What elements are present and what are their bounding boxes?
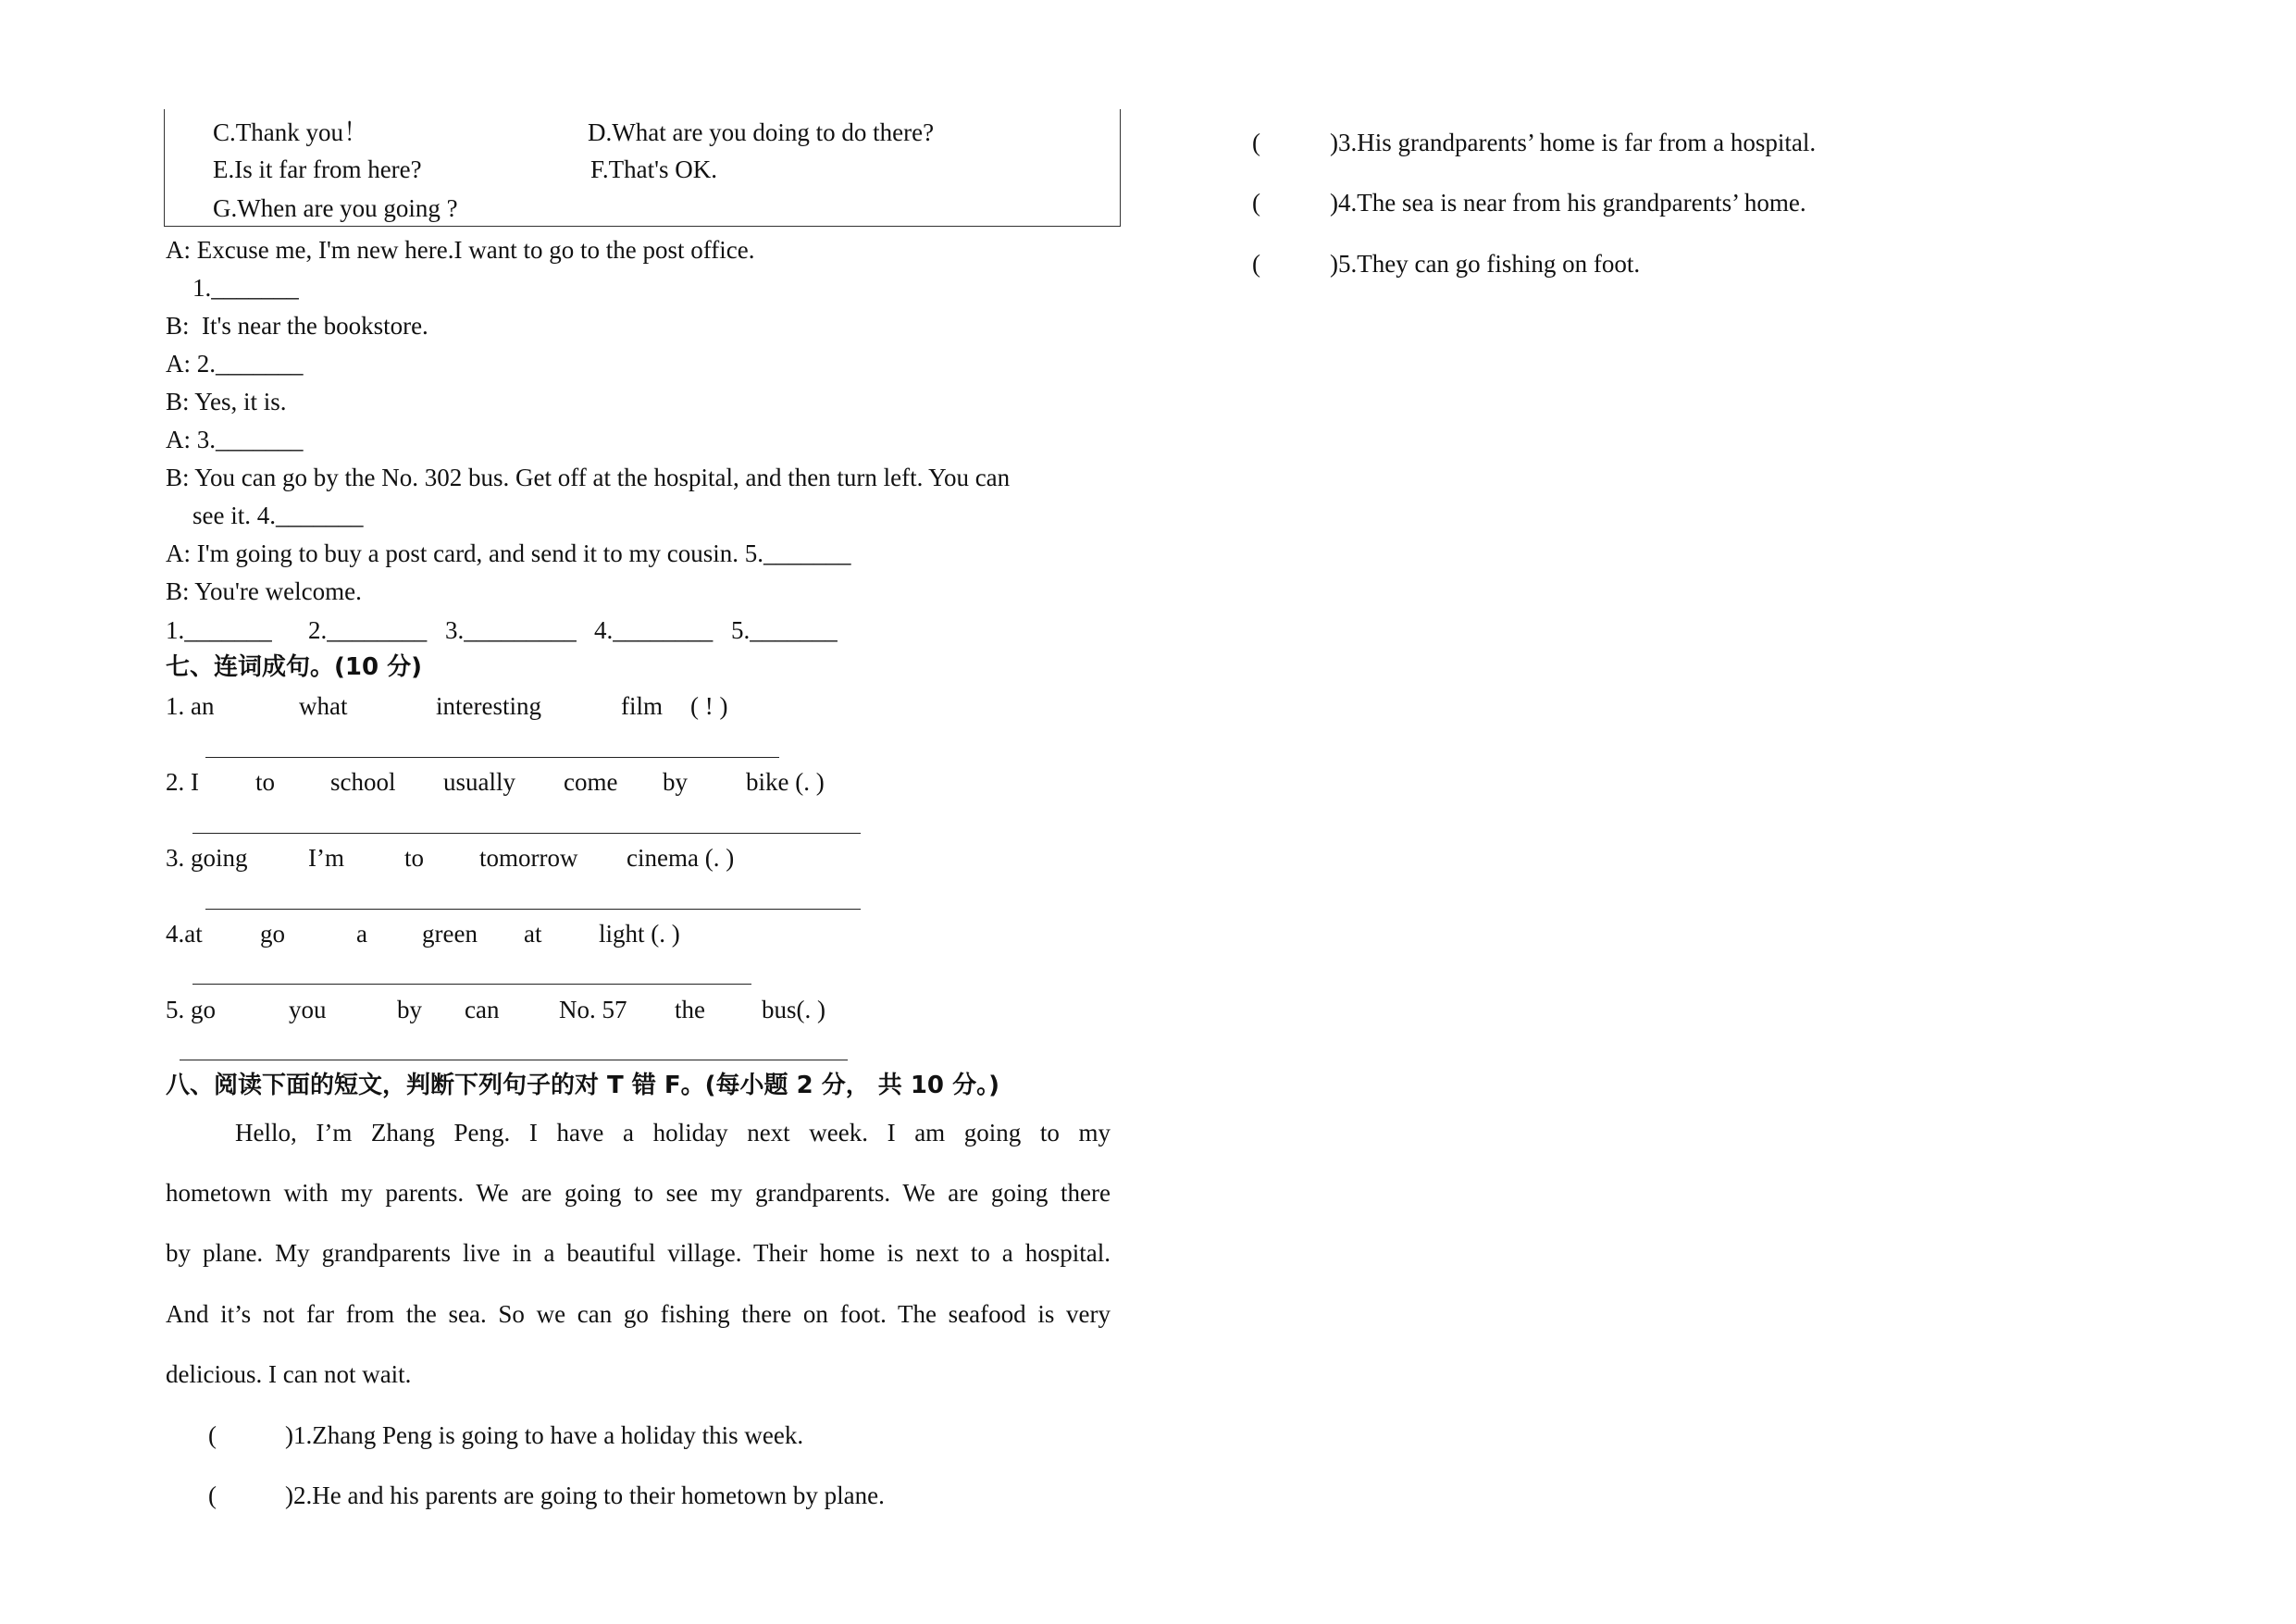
q1-word: ( ! ): [690, 692, 728, 720]
judgement-text: )4.The sea is near from his grandparents’ home.: [1330, 189, 1806, 217]
judgement-paren: (: [1252, 250, 1260, 278]
judgement-text: )1.Zhang Peng is going to have a holiday this week.: [285, 1421, 804, 1449]
answer-line: [192, 833, 861, 834]
judgement-text: )5.They can go fishing on foot.: [1330, 250, 1641, 278]
passage-line: delicious. I can not wait.: [166, 1360, 412, 1388]
option-f: F.That's OK.: [590, 155, 717, 183]
dialogue-line: B: You're welcome.: [166, 577, 362, 605]
dialogue-line: A: 2._______: [166, 350, 304, 378]
answer-blank: 4.________: [594, 616, 714, 644]
judgement-paren: (: [208, 1421, 217, 1449]
q5-word: you: [289, 996, 327, 1023]
passage-line: hometown with my parents. We are going to see my grandparents. We are going there: [166, 1179, 1111, 1207]
section8-title: 八、阅读下面的短文，判断下列句子的对 T 错 F。(每小题 2 分， 共 10 分。): [166, 1072, 999, 1099]
passage-line: Hello, I’m Zhang Peng. I have a holiday next week. I am going to my: [235, 1119, 1111, 1147]
q4-word: at: [524, 920, 542, 948]
judgement-text: )3.His grandparents’ home is far from a hospital.: [1330, 129, 1817, 156]
q2-word: usually: [443, 768, 515, 796]
judgement-text: )2.He and his parents are going to their hometown by plane.: [285, 1481, 885, 1509]
option-e: E.Is it far from here?: [213, 155, 422, 183]
answer-blank: 3._________: [445, 616, 577, 644]
answer-blank: 5._______: [731, 616, 838, 644]
dialogue-line: A: 3._______: [166, 426, 304, 453]
option-g: G.When are you going ?: [213, 194, 458, 222]
q2-word: to: [255, 768, 276, 796]
passage-line: by plane. My grandparents live in a beautiful village. Their home is next to a hospital.: [166, 1239, 1111, 1267]
answer-line: [192, 984, 751, 985]
q1-word: interesting: [436, 692, 541, 720]
answer-blank: 1._______: [166, 616, 272, 644]
dialogue-line: B: Yes, it is.: [166, 388, 287, 415]
judgement-paren: (: [1252, 129, 1260, 156]
q2-word: come: [564, 768, 618, 796]
section7-title: 七、连词成句。(10 分): [166, 653, 422, 681]
q5-word: No. 57: [559, 996, 627, 1023]
q4-word: green: [422, 920, 478, 948]
q3-word: 3. going: [166, 844, 248, 872]
q5-word: can: [465, 996, 500, 1023]
dialogue-line: see it. 4._______: [192, 502, 364, 529]
q2-word: by: [663, 768, 688, 796]
q1-word: 1. an: [166, 692, 215, 720]
q3-word: cinema (. ): [627, 844, 735, 872]
q5-word: bus(. ): [762, 996, 825, 1023]
passage-line: And it’s not far from the sea. So we can go fishing there on foot. The seafood is very: [166, 1300, 1111, 1328]
dialogue-line: A: Excuse me, I'm new here.I want to go to the post office.: [166, 236, 755, 264]
q2-word: school: [330, 768, 396, 796]
q2-word: bike (. ): [746, 768, 825, 796]
dialogue-line: 1._______: [192, 274, 299, 302]
q4-word: light (. ): [599, 920, 680, 948]
q4-word: 4.at: [166, 920, 203, 948]
q4-word: a: [356, 920, 367, 948]
option-c: C.Thank you！: [213, 118, 368, 146]
q4-word: go: [260, 920, 285, 948]
judgement-paren: (: [208, 1481, 217, 1509]
q3-word: to: [404, 844, 425, 872]
q3-word: I’m: [308, 844, 344, 872]
dialogue-line: A: I'm going to buy a post card, and send it to my cousin. 5._______: [166, 539, 851, 567]
judgement-paren: (: [1252, 189, 1260, 217]
q5-word: by: [397, 996, 422, 1023]
q3-word: tomorrow: [479, 844, 578, 872]
dialogue-line: B: It's near the bookstore.: [166, 312, 428, 340]
answer-line: [205, 909, 861, 910]
q1-word: film: [621, 692, 663, 720]
q2-word: 2. I: [166, 768, 199, 796]
dialogue-line: B: You can go by the No. 302 bus. Get off at the hospital, and then turn left. You can: [166, 464, 1011, 491]
answer-blank: 2.________: [308, 616, 428, 644]
option-d: D.What are you doing to do there?: [588, 118, 935, 146]
q1-word: what: [299, 692, 348, 720]
q5-word: 5. go: [166, 996, 216, 1023]
q5-word: the: [675, 996, 705, 1023]
answer-line: [205, 757, 779, 758]
